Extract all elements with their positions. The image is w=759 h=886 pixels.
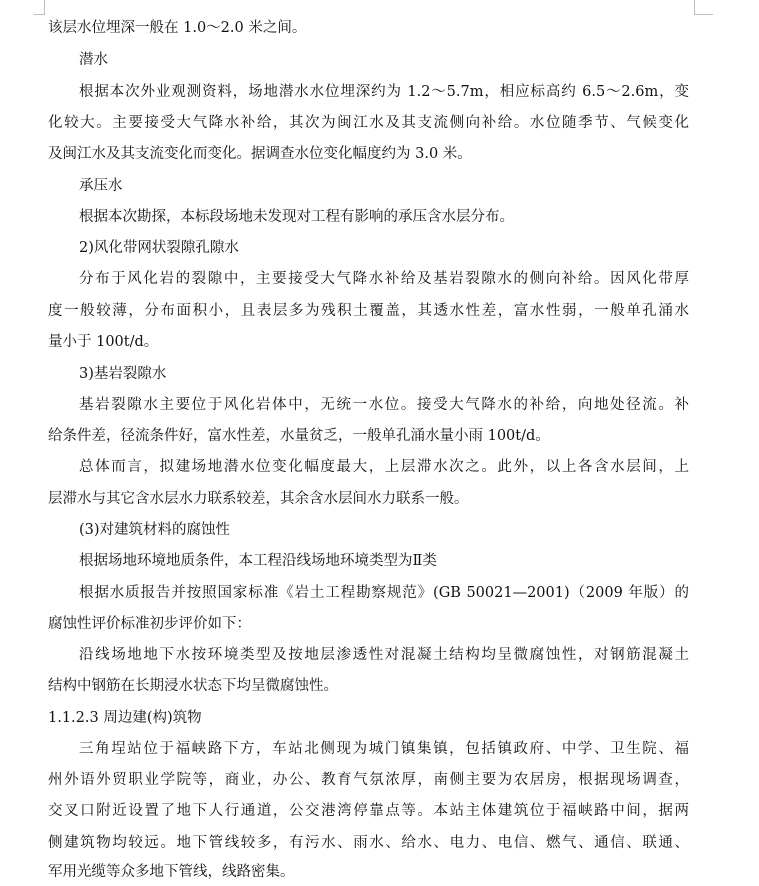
text-line: 根据场地环境地质条件，本工程沿线场地环境类型为Ⅱ类 xyxy=(79,553,437,569)
text-line: 根据本次外业观测资料，场地潜水水位埋深约为 1.2～5.7m，相应标高约 6.5～2.6m，变 xyxy=(79,84,689,100)
text-line: 度一般较薄，分布面积小，且表层多为残积土覆盖，其透水性差，富水性弱，一般单孔涌水 xyxy=(48,303,689,319)
text-line: 化较大。主要接受大气降水补给，其次为闽江水及其支流侧向补给。水位随季节、气候变化 xyxy=(48,115,689,131)
text-line: 分布于风化岩的裂隙中，主要接受大气降水补给及基岩裂隙水的侧向补给。因风化带厚 xyxy=(79,271,689,287)
text-line: 结构中钢筋在长期浸水状态下均呈微腐蚀性。 xyxy=(48,678,338,694)
text-line: 交叉口附近设置了地下人行通道，公交港湾停靠点等。本站主体建筑位于福峡路中间，据两 xyxy=(48,803,689,819)
page-corner-mark-right xyxy=(694,0,713,15)
text-line: 层滞水与其它含水层水力联系较差，其余含水层间水力联系一般。 xyxy=(48,491,469,507)
text-line: 量小于 100t/d。 xyxy=(48,334,159,350)
section-heading-surrounding-buildings: 1.1.2.3 周边建(构)筑物 xyxy=(48,710,202,726)
heading-weathered-zone-water: 2)风化带网状裂隙孔隙水 xyxy=(79,240,239,256)
text-line: 军用光缆等众多地下管线，线路密集。 xyxy=(48,864,295,880)
text-line: 三角埕站位于福峡路下方，车站北侧现为城门镇集镇，包括镇政府、中学、卫生院、福 xyxy=(79,741,689,757)
text-line: 沿线场地地下水按环境类型及按地层渗透性对混凝土结构均呈微腐蚀性，对钢筋混凝土 xyxy=(79,647,689,663)
heading-bedrock-fissure-water: 3)基岩裂隙水 xyxy=(79,366,167,382)
text-line: 该层水位埋深一般在 1.0～2.0 米之间。 xyxy=(48,20,307,36)
text-line: 根据本次勘探，本标段场地未发现对工程有影响的承压含水层分布。 xyxy=(79,209,514,225)
text-line: 及闽江水及其支流变化而变化。据调查水位变化幅度约为 3.0 米。 xyxy=(48,146,472,162)
text-line: 腐蚀性评价标准初步评价如下： xyxy=(48,616,251,632)
text-line: 州外语外贸职业学院等，商业，办公、教育气氛浓厚，南侧主要为农居房，根据现场调查， xyxy=(48,772,689,788)
text-line: 给条件差，径流条件好，富水性差，水量贫乏，一般单孔涌水量小雨 100t/d。 xyxy=(48,428,550,444)
heading-corrosivity: (3)对建筑材料的腐蚀性 xyxy=(79,522,231,538)
heading-confined-water: 承压水 xyxy=(79,178,123,194)
heading-phreatic-water: 潜水 xyxy=(79,52,108,68)
text-line: 侧建筑物均较远。地下管线较多，有污水、雨水、给水、电力、电信、燃气、通信、联通、 xyxy=(48,835,689,851)
text-line: 总体而言，拟建场地潜水位变化幅度最大，上层滞水次之。此外，以上各含水层间，上 xyxy=(79,459,689,475)
page-corner-mark-left xyxy=(34,0,45,15)
text-line: 根据水质报告并按照国家标准《岩土工程勘察规范》(GB 50021—2001)（2009 年版）的 xyxy=(79,585,689,601)
text-line: 基岩裂隙水主要位于风化岩体中，无统一水位。接受大气降水的补给，向地处径流。补 xyxy=(79,397,689,413)
